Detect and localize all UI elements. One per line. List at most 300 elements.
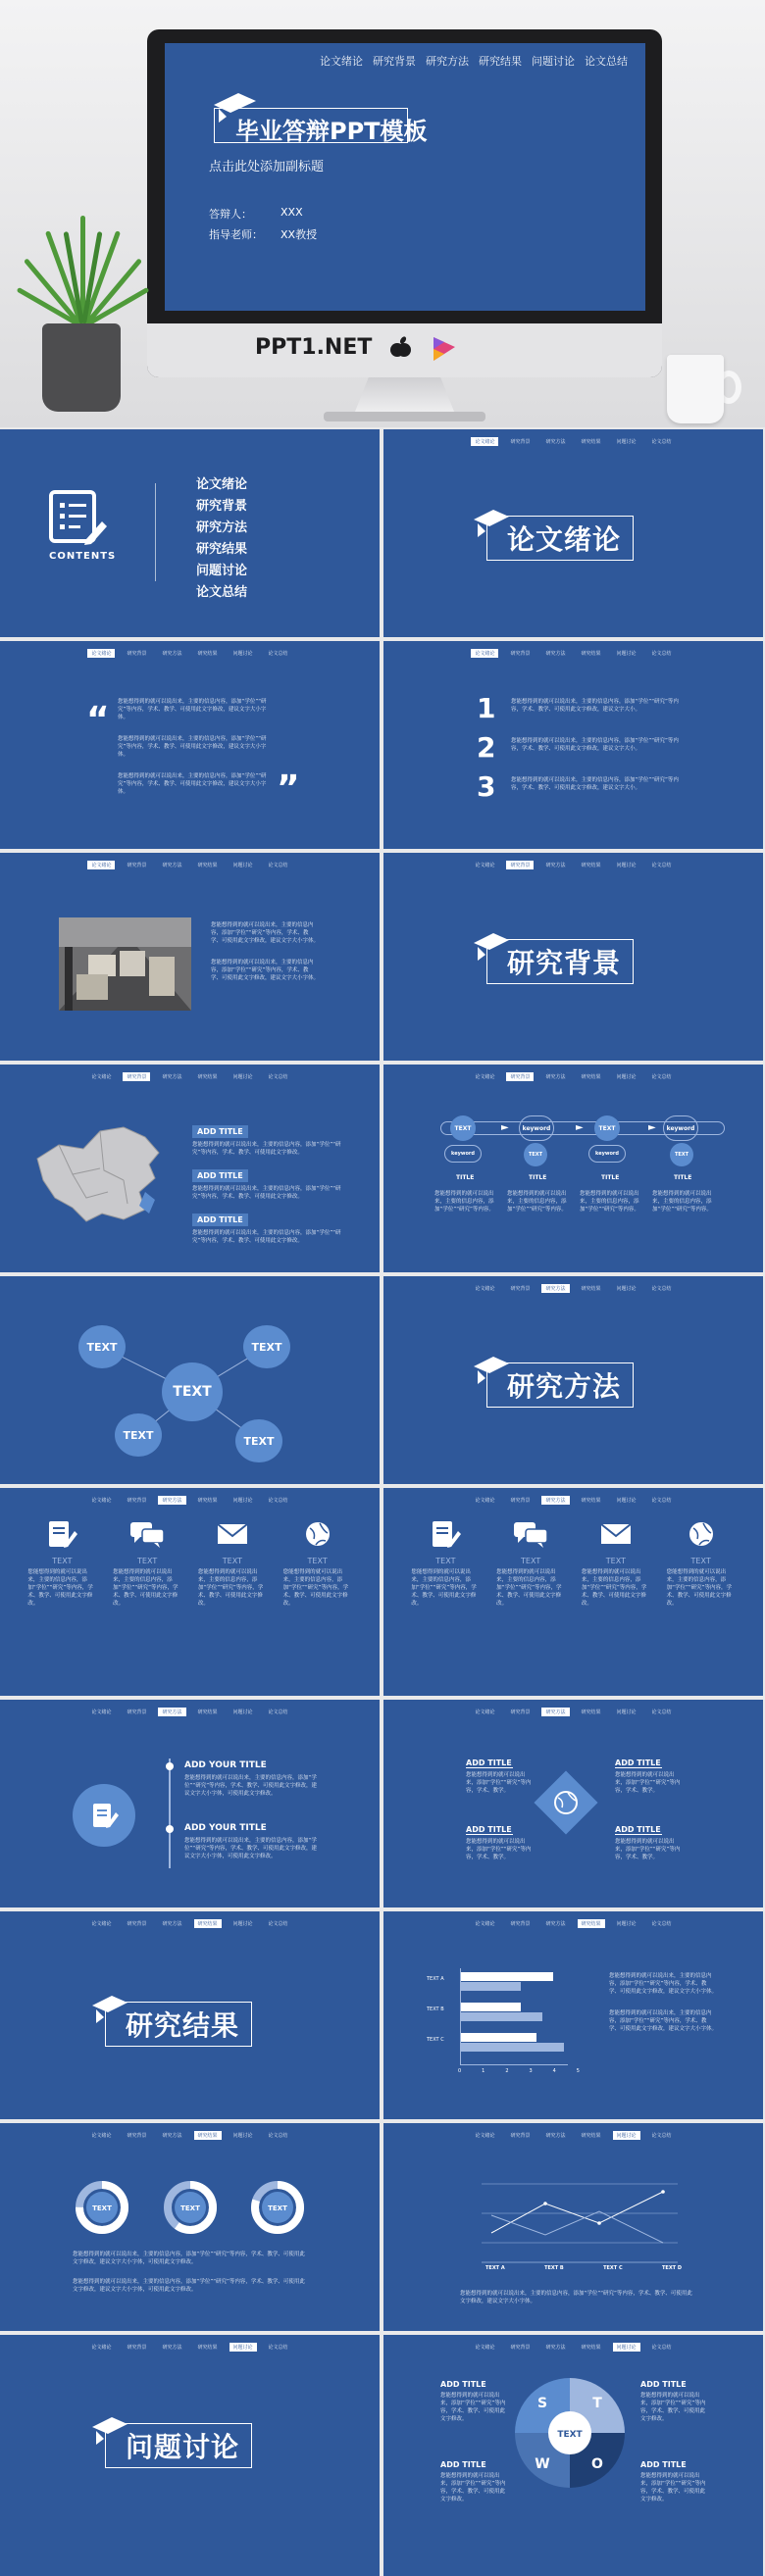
mini-tab[interactable]: 问题讨论 bbox=[232, 1498, 253, 1504]
mini-tab[interactable]: 问题讨论 bbox=[232, 1074, 253, 1080]
mini-tabs bbox=[0, 1496, 380, 1505]
mini-tab[interactable]: 研究背景 bbox=[127, 1709, 147, 1715]
mini-tab[interactable]: 论文绪论 bbox=[475, 1074, 495, 1080]
mini-tab[interactable]: 研究方法 bbox=[545, 1921, 566, 1927]
document-edit-icon bbox=[73, 1784, 135, 1847]
mini-tab[interactable]: 研究背景 bbox=[127, 2133, 147, 2139]
mini-tab[interactable]: 研究背景 bbox=[510, 651, 531, 657]
swot-text: 您能想得到的就可以说出来，添加“学位”“研究”等内容，学术、教学、可使用此文字修改。 bbox=[440, 2473, 506, 2502]
advisor-label: 指导老师： bbox=[209, 228, 263, 241]
mini-tab[interactable]: 论文绪论 bbox=[475, 1709, 495, 1715]
number-label: 3 bbox=[477, 770, 496, 803]
divider bbox=[155, 483, 156, 581]
icon-row bbox=[383, 1519, 763, 1608]
mini-tabs bbox=[383, 2131, 763, 2140]
slide-timeline[interactable] bbox=[0, 1700, 380, 1907]
contents-item[interactable]: 问题讨论 bbox=[196, 564, 248, 578]
mini-tab[interactable]: 问题讨论 bbox=[616, 439, 637, 445]
mini-tab[interactable]: 论文总结 bbox=[268, 651, 288, 657]
icon-cell bbox=[27, 1519, 96, 1608]
swot-item bbox=[640, 2460, 707, 2503]
mini-tab[interactable]: 研究背景 bbox=[510, 1498, 531, 1504]
plant-leaves bbox=[20, 216, 147, 328]
timeline-dot bbox=[166, 1825, 174, 1833]
donut-chart bbox=[161, 2178, 220, 2237]
mini-tab[interactable]: 问题讨论 bbox=[616, 1286, 637, 1292]
swot-letter: W bbox=[535, 2456, 550, 2472]
swot-wheel bbox=[511, 2374, 629, 2492]
flow-paragraph: 您能想得到的就可以说出来，主要的信息内容，添加“学位”“研究”等内容。 bbox=[434, 1191, 494, 1213]
coffee-cup bbox=[667, 355, 724, 423]
swot-title: ADD TITLE bbox=[440, 2460, 486, 2469]
slide-section-intro[interactable] bbox=[383, 429, 763, 637]
mini-tabs bbox=[383, 2343, 763, 2352]
apple-icon bbox=[390, 336, 412, 360]
line-paragraph: 您能想得到的就可以说出来，主要的信息内容，添加“学位”“研究”等内容，学术、教学、可使用此文字修改，建议文字大小字体。 bbox=[460, 2291, 692, 2304]
icon-label: TEXT bbox=[307, 1557, 328, 1565]
hub-spoke: TEXT bbox=[243, 1325, 290, 1368]
diamond-title: ADD TITLE bbox=[615, 1759, 661, 1767]
slide-section-discussion[interactable] bbox=[0, 2335, 380, 2576]
mini-tab[interactable]: 研究方法 bbox=[162, 1074, 182, 1080]
mini-tab[interactable]: 论文总结 bbox=[651, 651, 672, 657]
mini-tab[interactable]: 问题讨论 bbox=[616, 1709, 637, 1715]
mini-tab[interactable]: 问题讨论 bbox=[232, 1921, 253, 1927]
icon-text: 您能想得到的就可以说出来，主要的信息内容，添加“学位”“研究”等内容，学术、教学、可使用此文字修改。 bbox=[581, 1569, 647, 1607]
donut-chart bbox=[73, 2178, 131, 2237]
slide-section-background[interactable] bbox=[383, 853, 763, 1061]
diamond-text: 您能想得到的就可以说出来，添加“学位”“研究”等内容，学术、教学。 bbox=[615, 1772, 681, 1794]
diamond-title: ADD TITLE bbox=[466, 1759, 512, 1767]
mini-tab[interactable]: 论文总结 bbox=[651, 439, 672, 445]
street-photo bbox=[59, 917, 191, 1011]
deck-title: 毕业答辩PPT模板 bbox=[235, 118, 428, 145]
mini-tab[interactable]: 研究结果 bbox=[581, 1286, 601, 1292]
bar-row-label: TEXT C bbox=[427, 2037, 444, 2043]
chat-bubbles-icon bbox=[128, 1519, 166, 1549]
number-paragraph: 您能想得到的就可以说出来，主要的信息内容，添加“学位”“研究”等内容，学术、教学、可使用此文字修改，建议文字大小。 bbox=[511, 699, 679, 713]
presenter-label: 答辩人： bbox=[209, 208, 252, 221]
mini-tabs bbox=[0, 861, 380, 869]
mini-tab[interactable]: 论文总结 bbox=[268, 2133, 288, 2139]
diamond-text: 您能想得到的就可以说出来，添加“学位”“研究”等内容，学术、教学。 bbox=[466, 1772, 532, 1794]
hero-nav-item[interactable]: 论文总结 bbox=[585, 55, 628, 68]
slide-line-chart[interactable] bbox=[383, 2123, 763, 2331]
mini-tab[interactable]: 论文绪论 bbox=[87, 649, 115, 658]
mini-tab[interactable]: 论文绪论 bbox=[91, 2133, 112, 2139]
mini-tab[interactable]: 论文总结 bbox=[651, 1921, 672, 1927]
mini-tab[interactable]: 研究背景 bbox=[510, 1709, 531, 1715]
mini-tab[interactable]: 问题讨论 bbox=[616, 1498, 637, 1504]
slide-numbered[interactable] bbox=[383, 641, 763, 849]
bar-tick: 0 bbox=[458, 2068, 462, 2074]
mini-tab[interactable]: 研究结果 bbox=[581, 1498, 601, 1504]
bar-paragraph: 您能想得到的就可以说出来，主要的信息内容，添加“学位”“研究”等内容，学术、教学、可使用此文字修改，建议文字大小字体。 bbox=[609, 1973, 718, 1995]
contents-item[interactable]: 论文绪论 bbox=[196, 477, 248, 492]
mini-tabs bbox=[383, 1284, 763, 1293]
icon-label: TEXT bbox=[435, 1557, 456, 1565]
icon-label: TEXT bbox=[521, 1557, 541, 1565]
quote-close-mark: ” bbox=[277, 768, 300, 809]
mini-tabs bbox=[383, 1919, 763, 1928]
mini-tab[interactable]: 研究背景 bbox=[510, 2345, 531, 2351]
slide-section-results[interactable] bbox=[0, 1911, 380, 2119]
document-edit-icon bbox=[429, 1519, 462, 1549]
mini-tabs bbox=[383, 861, 763, 869]
mini-tab[interactable]: 论文总结 bbox=[268, 1921, 288, 1927]
donut-label: TEXT bbox=[92, 2204, 112, 2212]
flow-sub: keyword bbox=[588, 1145, 626, 1163]
globe-icon bbox=[686, 1519, 717, 1549]
hub-spoke: TEXT bbox=[78, 1325, 126, 1368]
icon-cell bbox=[283, 1519, 352, 1608]
flow-paragraph: 您能想得到的就可以说出来，主要的信息内容，添加“学位”“研究”等内容。 bbox=[652, 1191, 712, 1213]
mini-tab[interactable]: 论文绪论 bbox=[91, 1709, 112, 1715]
line-cat: TEXT D bbox=[662, 2265, 682, 2271]
mini-tab[interactable]: 研究结果 bbox=[197, 1074, 218, 1080]
slide-icons-2[interactable] bbox=[383, 1488, 763, 1696]
mini-tab[interactable]: 研究方法 bbox=[545, 651, 566, 657]
bar-axis bbox=[460, 2064, 568, 2065]
mini-tab[interactable]: 研究背景 bbox=[127, 1921, 147, 1927]
number-label: 1 bbox=[477, 692, 496, 724]
mini-tab[interactable]: 研究结果 bbox=[197, 2345, 218, 2351]
map-item-text: 您能想得到的就可以说出来，主要的信息内容，添加“学位”“研究”等内容，学术、教学、可使用此文字修改。 bbox=[192, 1230, 341, 1244]
globe-icon bbox=[302, 1519, 333, 1549]
mini-tab[interactable]: 研究背景 bbox=[127, 2345, 147, 2351]
mini-tab[interactable]: 问题讨论 bbox=[613, 2131, 640, 2140]
mini-tab[interactable]: 论文总结 bbox=[268, 1498, 288, 1504]
mini-tab[interactable]: 研究背景 bbox=[510, 1921, 531, 1927]
bar-b bbox=[461, 2012, 542, 2021]
swot-letter: O bbox=[591, 2456, 603, 2472]
flow-title: TITLE bbox=[674, 1174, 692, 1181]
hero-nav-item[interactable]: 研究背景 bbox=[373, 55, 416, 68]
bar-tick: 3 bbox=[529, 2068, 533, 2074]
mini-tab[interactable]: 研究结果 bbox=[581, 651, 601, 657]
mini-tab[interactable]: 研究结果 bbox=[197, 651, 218, 657]
mini-tab[interactable]: 研究结果 bbox=[197, 863, 218, 868]
mini-tab[interactable]: 问题讨论 bbox=[616, 863, 637, 868]
slide-contents[interactable] bbox=[0, 429, 380, 637]
hero-nav bbox=[320, 53, 628, 69]
mini-tab[interactable]: 论文绪论 bbox=[475, 1286, 495, 1292]
monitor-base bbox=[324, 412, 485, 421]
mini-tab[interactable]: 研究结果 bbox=[581, 2345, 601, 2351]
mini-tab[interactable]: 研究结果 bbox=[194, 1919, 222, 1928]
map-item-text: 您能想得到的就可以说出来，主要的信息内容，添加“学位”“研究”等内容，学术、教学、可使用此文字修改。 bbox=[192, 1186, 341, 1200]
mini-tab[interactable]: 论文绪论 bbox=[475, 2133, 495, 2139]
mini-tab[interactable]: 研究方法 bbox=[162, 2345, 182, 2351]
contents-item[interactable]: 研究结果 bbox=[196, 542, 248, 557]
mini-tab[interactable]: 研究结果 bbox=[581, 439, 601, 445]
mini-tab[interactable]: 研究结果 bbox=[194, 2131, 222, 2140]
timeline-dot bbox=[166, 1762, 174, 1770]
mini-tab[interactable]: 研究结果 bbox=[578, 1919, 605, 1928]
icon-cell bbox=[198, 1519, 267, 1608]
diamond-item bbox=[466, 1759, 535, 1795]
mini-tab[interactable]: 论文绪论 bbox=[87, 861, 115, 869]
icon-text: 您能想得到的就可以说出来，主要的信息内容，添加“学位”“研究”等内容，学术、教学、可使用此文字修改。 bbox=[666, 1569, 733, 1607]
mini-tab[interactable]: 论文总结 bbox=[651, 1286, 672, 1292]
mini-tab[interactable]: 问题讨论 bbox=[230, 2343, 257, 2352]
slide-swot[interactable] bbox=[383, 2335, 763, 2576]
swot-text: 您能想得到的就可以说出来，添加“学位”“研究”等内容，学术、教学、可使用此文字修改。 bbox=[440, 2393, 506, 2422]
icon-text: 您能想得到的就可以说出来，主要的信息内容，添加“学位”“研究”等内容，学术、教学、可使用此文字修改。 bbox=[113, 1569, 178, 1607]
mini-tabs bbox=[383, 1708, 763, 1716]
mini-tab[interactable]: 论文总结 bbox=[268, 1074, 288, 1080]
bar-paragraph: 您能想得到的就可以说出来，主要的信息内容，添加“学位”“研究”等内容，学术、教学、可使用此文字修改，建议文字大小字体。 bbox=[609, 2010, 718, 2032]
mini-tabs bbox=[383, 1496, 763, 1505]
bar-b bbox=[461, 1982, 521, 1991]
flow-arrow-icon: ► bbox=[576, 1122, 584, 1133]
hub-spoke: TEXT bbox=[235, 1419, 282, 1462]
swot-center: TEXT bbox=[557, 2430, 583, 2440]
slide-quote[interactable] bbox=[0, 641, 380, 849]
icon-text: 您能想得到的就可以说出来，主要的信息内容，添加“学位”“研究”等内容，学术、教学、可使用此文字修改。 bbox=[197, 1569, 264, 1607]
mini-tab[interactable]: 论文总结 bbox=[651, 2133, 672, 2139]
presenter-value: XXX bbox=[280, 206, 303, 219]
icon-label: TEXT bbox=[52, 1557, 73, 1565]
mini-tab[interactable]: 论文总结 bbox=[651, 2345, 672, 2351]
contents-item[interactable]: 论文总结 bbox=[196, 585, 248, 600]
mini-tab[interactable]: 研究方法 bbox=[545, 863, 566, 868]
mini-tab[interactable]: 研究方法 bbox=[545, 2345, 566, 2351]
flow-node: TEXT bbox=[450, 1115, 476, 1141]
envelope-icon bbox=[598, 1519, 634, 1549]
section-title: 研究方法 bbox=[486, 1362, 634, 1408]
icon-text: 您能想得到的就可以说出来，主要的信息内容，添加“学位”“研究”等内容，学术、教学、可使用此文字修改。 bbox=[496, 1569, 562, 1607]
mini-tab[interactable]: 研究方法 bbox=[541, 1708, 569, 1716]
hero-nav-item[interactable]: 问题讨论 bbox=[532, 55, 575, 68]
diamond-item bbox=[615, 1759, 684, 1795]
mini-tab[interactable]: 研究背景 bbox=[127, 651, 147, 657]
slide-photo[interactable] bbox=[0, 853, 380, 1061]
monitor-stand bbox=[353, 377, 456, 417]
mini-tab[interactable]: 研究背景 bbox=[127, 863, 147, 868]
flow-title: TITLE bbox=[529, 1174, 547, 1181]
swot-item bbox=[640, 2380, 707, 2423]
number-paragraph: 您能想得到的就可以说出来，主要的信息内容，添加“学位”“研究”等内容，学术、教学、可使用此文字修改，建议文字大小。 bbox=[511, 777, 679, 791]
slide-donuts[interactable] bbox=[0, 2123, 380, 2331]
hero-nav-item[interactable]: 研究结果 bbox=[479, 55, 522, 68]
mini-tab[interactable]: 问题讨论 bbox=[232, 2133, 253, 2139]
swot-item bbox=[440, 2460, 507, 2503]
mini-tab[interactable]: 研究方法 bbox=[162, 1921, 182, 1927]
mini-tab[interactable]: 问题讨论 bbox=[232, 1709, 253, 1715]
slide-bar-chart[interactable] bbox=[383, 1911, 763, 2119]
mini-tab[interactable]: 论文绪论 bbox=[471, 437, 498, 446]
swot-text: 您能想得到的就可以说出来，添加“学位”“研究”等内容，学术、教学、可使用此文字修改。 bbox=[640, 2393, 706, 2422]
mini-tab[interactable]: 研究背景 bbox=[127, 1498, 147, 1504]
mini-tab[interactable]: 研究方法 bbox=[545, 439, 566, 445]
mini-tab[interactable]: 论文总结 bbox=[651, 1709, 672, 1715]
number-paragraph: 您能想得到的就可以说出来，主要的信息内容，添加“学位”“研究”等内容，学术、教学、可使用此文字修改，建议文字大小。 bbox=[511, 738, 679, 752]
mini-tab[interactable]: 论文绪论 bbox=[91, 1074, 112, 1080]
slide-map[interactable] bbox=[0, 1065, 380, 1272]
mini-tab[interactable]: 研究结果 bbox=[197, 1709, 218, 1715]
icon-cell bbox=[496, 1519, 565, 1608]
contents-list bbox=[196, 474, 247, 604]
diamond-item bbox=[615, 1825, 684, 1861]
donut-chart bbox=[248, 2178, 307, 2237]
flow-node: keyword bbox=[519, 1115, 554, 1141]
mini-tab[interactable]: 论文绪论 bbox=[475, 1498, 495, 1504]
hero-nav-item[interactable]: 论文绪论 bbox=[320, 55, 363, 68]
mini-tab[interactable]: 研究背景 bbox=[506, 861, 534, 869]
hub-spoke: TEXT bbox=[115, 1413, 162, 1457]
icon-label: TEXT bbox=[137, 1557, 158, 1565]
flow-sub: TEXT bbox=[670, 1143, 693, 1166]
line-cat: TEXT B bbox=[544, 2265, 564, 2271]
flow-sub: keyword bbox=[444, 1145, 482, 1163]
map-item-text: 您能想得到的就可以说出来，主要的信息内容，添加“学位”“研究”等内容，学术、教学、可使用此文字修改。 bbox=[192, 1142, 341, 1156]
mini-tabs bbox=[0, 1919, 380, 1928]
flow-paragraph: 您能想得到的就可以说出来，主要的信息内容，添加“学位”“研究”等内容。 bbox=[507, 1191, 567, 1213]
donut-label: TEXT bbox=[180, 2204, 200, 2212]
contents-item[interactable]: 研究背景 bbox=[196, 499, 248, 514]
mini-tab[interactable]: 研究方法 bbox=[541, 1284, 569, 1293]
bar-tick: 1 bbox=[482, 2068, 485, 2074]
mini-tab[interactable]: 研究方法 bbox=[545, 2133, 566, 2139]
contents-item[interactable]: 研究方法 bbox=[196, 520, 248, 535]
mini-tab[interactable]: 研究方法 bbox=[162, 651, 182, 657]
mini-tab[interactable]: 问题讨论 bbox=[613, 2343, 640, 2352]
mini-tab[interactable]: 研究结果 bbox=[581, 2133, 601, 2139]
mini-tab[interactable]: 问题讨论 bbox=[232, 651, 253, 657]
mini-tab[interactable]: 研究方法 bbox=[162, 2133, 182, 2139]
icon-label: TEXT bbox=[605, 1557, 626, 1565]
mini-tab[interactable]: 问题讨论 bbox=[616, 1074, 637, 1080]
swot-text: 您能想得到的就可以说出来，添加“学位”“研究”等内容，学术、教学、可使用此文字修改。 bbox=[640, 2473, 706, 2502]
timeline-text: 您能想得到的就可以说出来，主要的信息内容，添加“学位”“研究”等内容，学术、教学、可使用此文字修改，建议文字大小字体，可使用此文字修改。 bbox=[184, 1838, 318, 1859]
slide-hub[interactable] bbox=[0, 1276, 380, 1484]
mini-tab[interactable]: 研究背景 bbox=[506, 1072, 534, 1081]
mini-tab[interactable]: 论文总结 bbox=[651, 1074, 672, 1080]
donut-paragraph: 您能想得到的就可以说出来，主要的信息内容，添加“学位”“研究”等内容，学术、教学、可使用此文字修改，建议文字大小字体，可使用此文字修改。 bbox=[73, 2279, 305, 2293]
mini-tab[interactable]: 研究结果 bbox=[581, 863, 601, 868]
flow-title: TITLE bbox=[456, 1174, 475, 1181]
mini-tab[interactable]: 论文总结 bbox=[268, 863, 288, 868]
mini-tab[interactable]: 论文绪论 bbox=[475, 1921, 495, 1927]
section-title: 研究结果 bbox=[105, 2002, 252, 2047]
icon-label: TEXT bbox=[690, 1557, 711, 1565]
timeline-title: ADD YOUR TITLE bbox=[184, 1760, 267, 1770]
map-item bbox=[192, 1119, 344, 1157]
document-edit-icon bbox=[45, 1519, 78, 1549]
mini-tab[interactable]: 研究结果 bbox=[581, 1709, 601, 1715]
flow-node: keyword bbox=[663, 1115, 698, 1141]
swot-title: ADD TITLE bbox=[640, 2460, 687, 2469]
diamond-text: 您能想得到的就可以说出来，添加“学位”“研究”等内容，学术、教学。 bbox=[466, 1839, 532, 1860]
diamond-text: 您能想得到的就可以说出来，添加“学位”“研究”等内容，学术、教学。 bbox=[615, 1839, 681, 1860]
map-item bbox=[192, 1208, 344, 1245]
slide-icons[interactable] bbox=[0, 1488, 380, 1696]
mini-tab[interactable]: 研究背景 bbox=[510, 2133, 531, 2139]
mini-tab[interactable]: 研究结果 bbox=[197, 1498, 218, 1504]
flow-paragraph: 您能想得到的就可以说出来，主要的信息内容，添加“学位”“研究”等内容。 bbox=[580, 1191, 639, 1213]
slide-section-method[interactable] bbox=[383, 1276, 763, 1484]
icon-text: 您能想得到的就可以说出来，主要的信息内容，添加“学位”“研究”等内容，学术、教学、可使用此文字修改。 bbox=[27, 1569, 93, 1607]
mini-tab[interactable]: 论文绪论 bbox=[471, 649, 498, 658]
envelope-icon bbox=[215, 1519, 250, 1549]
swot-item bbox=[440, 2380, 507, 2423]
mini-tabs bbox=[383, 649, 763, 658]
mini-tab[interactable]: 研究方法 bbox=[541, 1496, 569, 1505]
brand-text: PPT1.NET bbox=[255, 335, 373, 360]
photo-paragraph: 您能想得到的就可以说出来，主要的信息内容，添加“学位”“研究”等内容，学术、教学、可使用此文字修改，建议文字大小字体。 bbox=[211, 922, 320, 944]
mini-tab[interactable]: 问题讨论 bbox=[232, 863, 253, 868]
mini-tab[interactable]: 论文总结 bbox=[651, 863, 672, 868]
mini-tab[interactable]: 论文绪论 bbox=[91, 1498, 112, 1504]
bar-b bbox=[461, 2043, 564, 2052]
quote-paragraph: 您能想得到的就可以说出来，主要的信息内容，添加“学位”“研究”等内容，学术、教学、可使用此文字修改，建议文字大小字体。 bbox=[118, 736, 267, 758]
line-cat: TEXT C bbox=[603, 2265, 623, 2271]
icon-cell bbox=[113, 1519, 181, 1608]
slide-flow[interactable] bbox=[383, 1065, 763, 1272]
hero-nav-item[interactable]: 研究方法 bbox=[426, 55, 469, 68]
hero-mockup bbox=[0, 0, 765, 427]
mini-tab[interactable]: 问题讨论 bbox=[616, 1921, 637, 1927]
timeline-title: ADD YOUR TITLE bbox=[184, 1823, 267, 1833]
mini-tab[interactable]: 研究结果 bbox=[581, 1074, 601, 1080]
mini-tab[interactable]: 论文绪论 bbox=[475, 863, 495, 868]
mini-tabs bbox=[0, 2343, 380, 2352]
mini-tab[interactable]: 论文绪论 bbox=[91, 1921, 112, 1927]
swot-letter: S bbox=[536, 2396, 548, 2411]
section-title: 论文绪论 bbox=[486, 516, 634, 561]
document-edit-icon bbox=[47, 488, 108, 545]
quote-paragraph: 您能想得到的就可以说出来，主要的信息内容，添加“学位”“研究”等内容，学术、教学、可使用此文字修改，建议文字大小字体。 bbox=[118, 699, 267, 720]
number-label: 2 bbox=[477, 731, 496, 764]
mini-tab[interactable]: 研究背景 bbox=[510, 1286, 531, 1292]
mini-tab[interactable]: 研究方法 bbox=[545, 1074, 566, 1080]
quote-paragraph: 您能想得到的就可以说出来，主要的信息内容，添加“学位”“研究”等内容，学术、教学、可使用此文字修改，建议文字大小字体。 bbox=[118, 773, 267, 795]
mini-tab[interactable]: 研究方法 bbox=[158, 1496, 185, 1505]
slide-diamond[interactable] bbox=[383, 1700, 763, 1907]
mini-tab[interactable]: 论文总结 bbox=[268, 1709, 288, 1715]
mini-tab[interactable]: 论文总结 bbox=[651, 1498, 672, 1504]
quote-open-mark: “ bbox=[86, 700, 110, 740]
mini-tab[interactable]: 论文绪论 bbox=[91, 2345, 112, 2351]
diamond-title: ADD TITLE bbox=[466, 1825, 512, 1834]
bar-row-label: TEXT A bbox=[427, 1976, 444, 1982]
mini-tabs bbox=[0, 1708, 380, 1716]
donut-label: TEXT bbox=[268, 2204, 287, 2212]
mini-tabs bbox=[383, 437, 763, 446]
logo-icon bbox=[432, 335, 457, 363]
mini-tabs bbox=[0, 649, 380, 658]
donut-paragraph: 您能想得到的就可以说出来，主要的信息内容，添加“学位”“研究”等内容，学术、教学、可使用此文字修改，建议文字大小字体，可使用此文字修改。 bbox=[73, 2252, 305, 2265]
monitor-screen bbox=[165, 43, 645, 311]
bar-a bbox=[461, 2033, 536, 2042]
contents-label: CONTENTS bbox=[49, 551, 117, 562]
mini-tab[interactable]: 研究方法 bbox=[162, 863, 182, 868]
mini-tab[interactable]: 问题讨论 bbox=[616, 651, 637, 657]
timeline-line bbox=[169, 1759, 171, 1868]
mini-tab[interactable]: 论文总结 bbox=[268, 2345, 288, 2351]
mini-tab[interactable]: 论文绪论 bbox=[475, 2345, 495, 2351]
bar-a bbox=[461, 1972, 553, 1981]
section-title: 研究背景 bbox=[486, 939, 634, 984]
mini-tab[interactable]: 研究方法 bbox=[158, 1708, 185, 1716]
icon-text: 您能想得到的就可以说出来，主要的信息内容，添加“学位”“研究”等内容，学术、教学、可使用此文字修改。 bbox=[411, 1569, 477, 1607]
mini-tab[interactable]: 研究背景 bbox=[510, 439, 531, 445]
section-title: 问题讨论 bbox=[105, 2423, 252, 2468]
flow-arrow-icon: ► bbox=[648, 1122, 656, 1133]
mini-tab[interactable]: 研究背景 bbox=[123, 1072, 150, 1081]
flow-arrow-icon: ► bbox=[501, 1122, 509, 1133]
